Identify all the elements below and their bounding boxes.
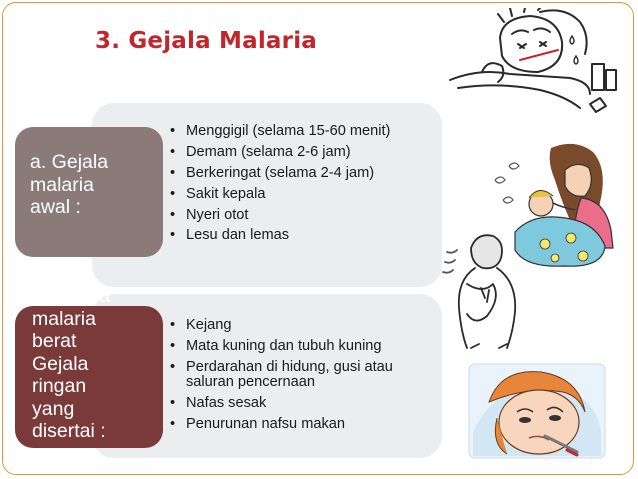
list-item: • Penurunan nafsu makan — [168, 417, 424, 433]
early-symptoms-list — [168, 124, 424, 249]
sweat-drops — [570, 36, 578, 64]
list-item: • Nyeri otot — [168, 208, 424, 224]
severe-symptoms-heading: b. Gejala malaria berat Gejala ringan yang disertai : — [32, 285, 111, 442]
list-item: • Kejang — [168, 318, 424, 334]
slide-title: 3. Gejala Malaria — [95, 28, 318, 54]
shivering-man-illustration — [437, 228, 527, 353]
fever-swirls — [495, 163, 519, 203]
severe-symptoms-list — [168, 318, 424, 438]
list-item: • Sakit kepala — [168, 187, 424, 203]
list-item: • Menggigil (selama 15-60 menit) — [168, 124, 424, 140]
list-item: • Demam (selama 2-6 jam) — [168, 145, 424, 161]
list-item: • Mata kuning dan tubuh kuning — [168, 339, 424, 355]
list-item: • Nafas sesak — [168, 396, 424, 412]
feverish-girl-illustration — [467, 362, 607, 460]
list-item: • Berkeringat (selama 2-4 jam) — [168, 166, 424, 182]
list-item: • Lesu dan lemas — [168, 228, 424, 244]
list-item: • Perdarahan di hidung, gusi atau saluran pencernaan — [168, 360, 424, 391]
sick-in-bed-illustration — [440, 8, 620, 123]
early-symptoms-heading: a. Gejala malaria awal : — [30, 151, 109, 218]
